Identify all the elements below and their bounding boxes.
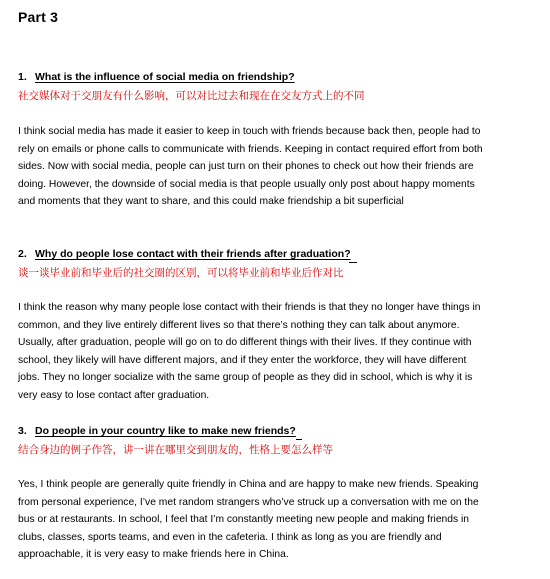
question-text: Do people in your country like to make new friends?	[35, 425, 296, 437]
question-number: 3.	[18, 425, 27, 437]
answer-1: I think social media has made it easier to keep in touch with friends because back then, people had to rely on emails or phone calls to communicate with friends. Keeping in contact required effort from both sides. Now with social media, people can just turn on their phones to check out how their friends are doing. However, the downside of social media is that people usually only post about happy moments and moments that they want to share, and this could make friendship a bit superficial	[18, 126, 483, 208]
question-2-underline-extension	[349, 262, 357, 263]
question-3	[18, 425, 296, 437]
question-number: 1.	[18, 71, 27, 83]
question-1-chinese-note: 社交媒体对于交朋友有什么影响，可以对比过去和现在在交友方式上的不同	[18, 90, 365, 102]
question-2	[18, 248, 351, 260]
question-3-underline-extension	[296, 439, 302, 440]
answer-2: I think the reason why many people lose contact with their friends is that they no longer have things in common, and they live entirely different lives so that there’s nothing they can talk about anymore. Usually, after graduation, people will go on to do different things with their lives. If they continue with school, they likely will have different majors, and if they enter the workforce, they will have different jobs. They no longer socialize with the same group of people as they did in school, which is why it is very easy to lose contact after graduation.	[18, 302, 481, 401]
part-title: Part 3	[18, 9, 59, 25]
question-number: 2.	[18, 248, 27, 260]
question-1	[18, 71, 295, 83]
question-text: What is the influence of social media on friendship?	[35, 71, 295, 83]
answer-3: Yes, I think people are generally quite friendly in China and are happy to make new friends. Speaking from personal experience, I’ve met random strangers who’ve struck up a conversation with me on the bus or at restaurants. In school, I feel that I’m constantly meeting new people and making friends in clubs, classes, sports teams, and even in the cafeteria. I think as long as you are friendly and approachable, it is very easy to make friends here in China.	[18, 479, 479, 561]
question-3-chinese-note: 结合身边的例子作答，讲一讲在哪里交到朋友的，性格上要怎么样等	[18, 444, 333, 456]
question-text: Why do people lose contact with their friends after graduation?	[35, 248, 351, 260]
question-2-chinese-note: 谈一谈毕业前和毕业后的社交圈的区别，可以将毕业前和毕业后作对比	[18, 267, 344, 279]
